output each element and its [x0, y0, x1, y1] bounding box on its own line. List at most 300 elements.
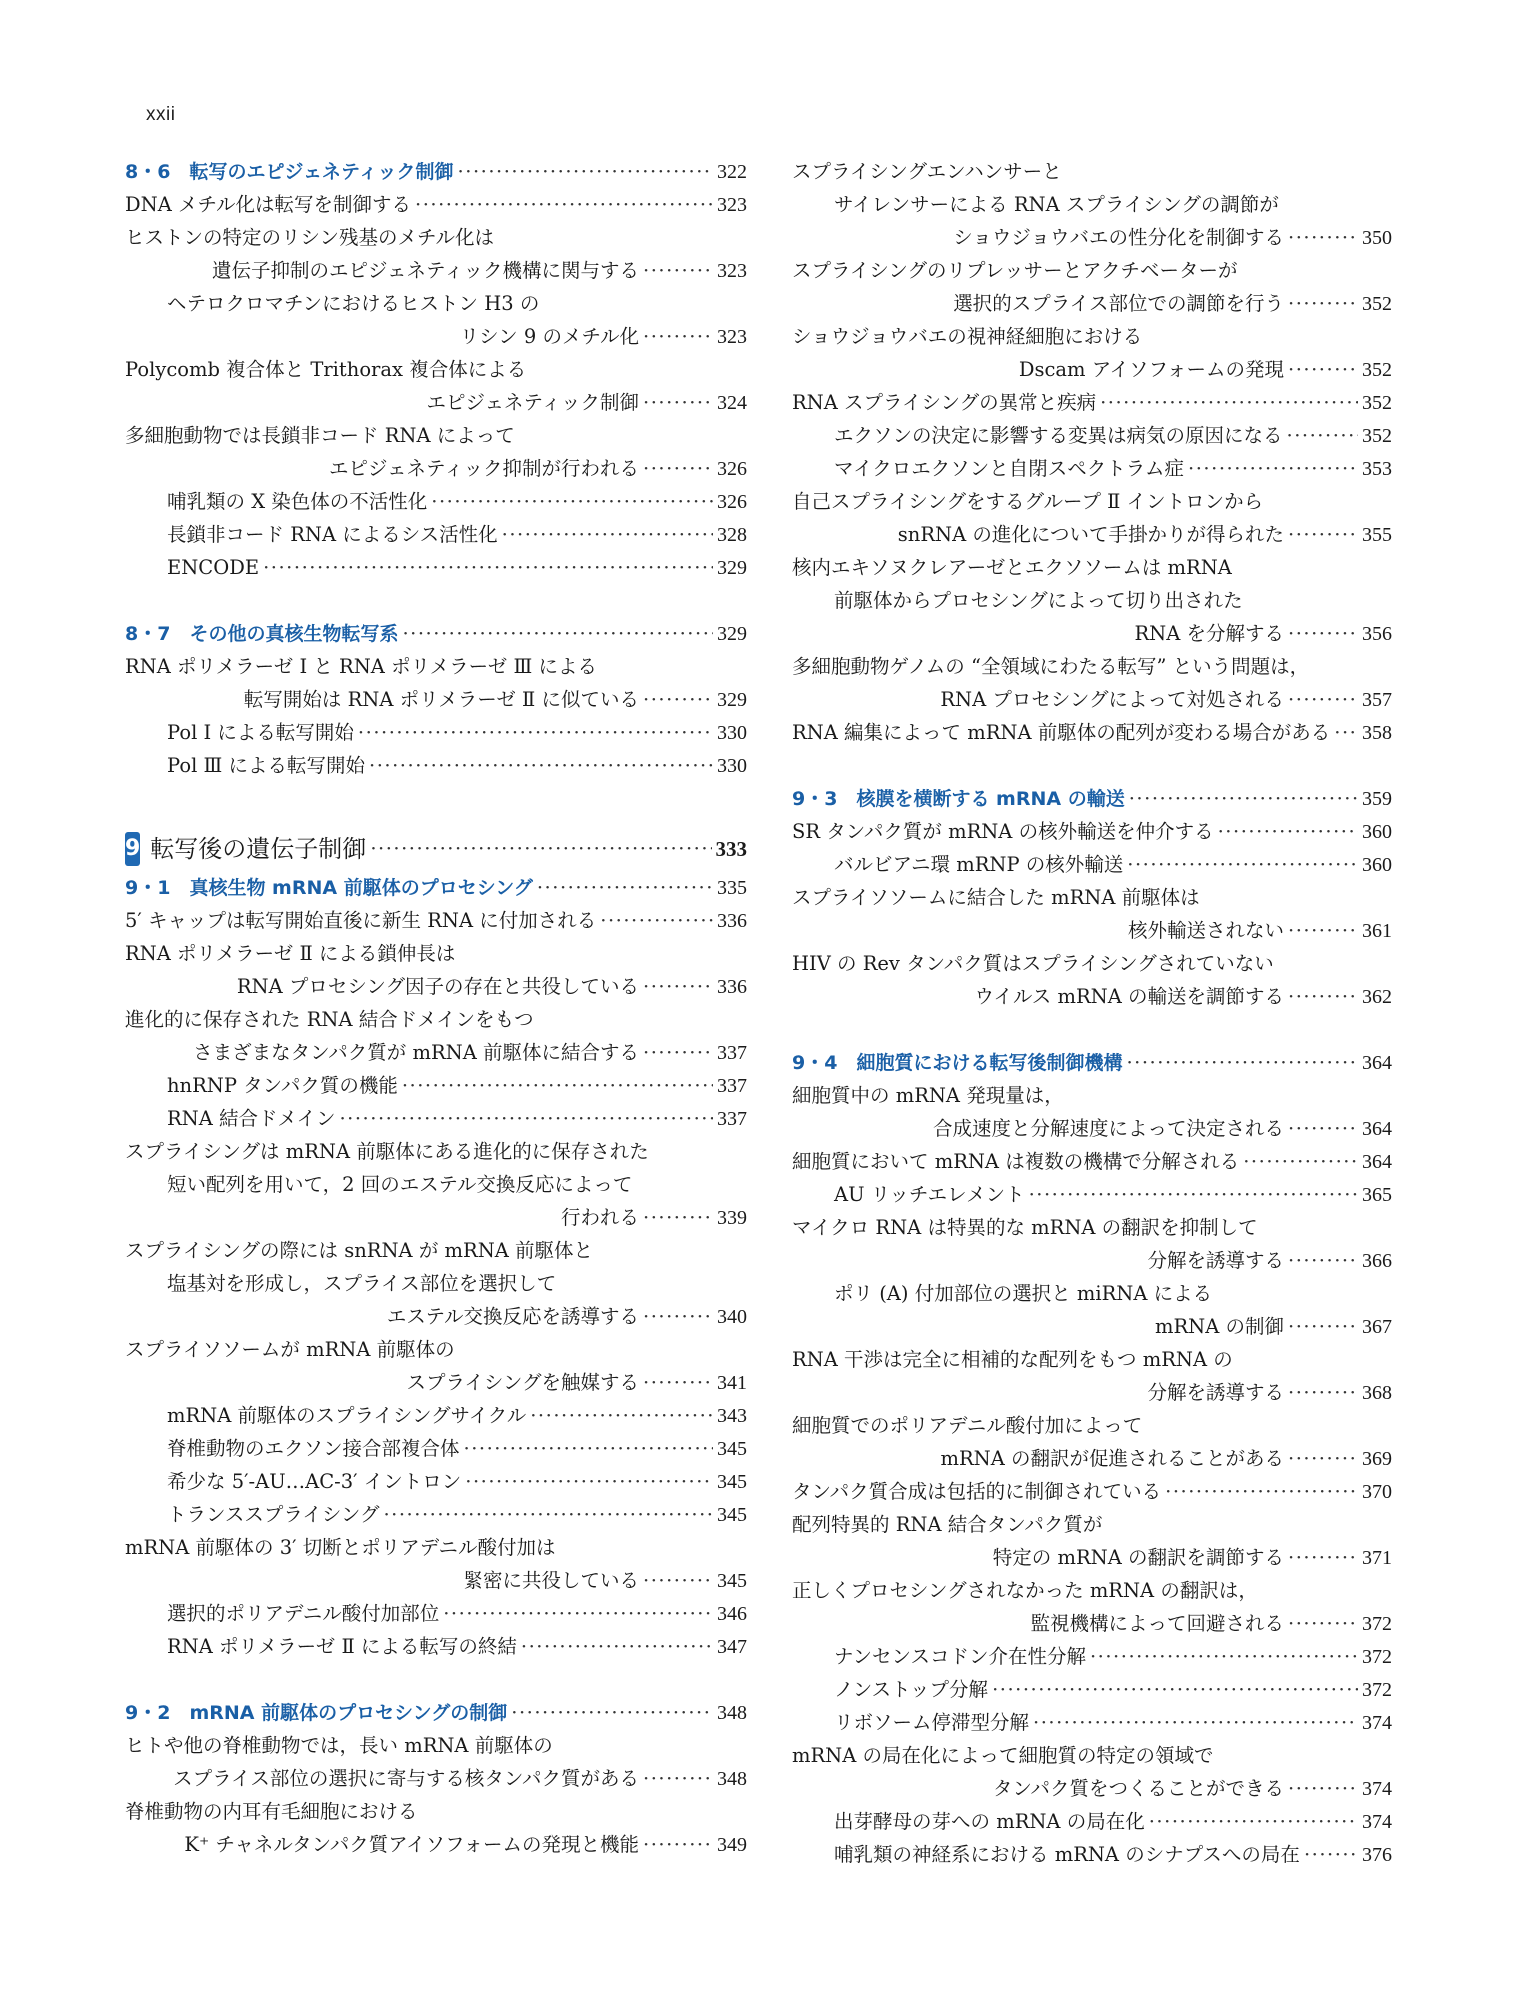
- toc-entry-title: 分解を誘導する: [1147, 1381, 1284, 1404]
- toc-entry-title: 合成速度と分解速度によって決定される: [932, 1117, 1284, 1140]
- toc-page-number: 339: [717, 1207, 747, 1229]
- spacer: [125, 1663, 747, 1696]
- toc-page-number: 346: [717, 1603, 747, 1625]
- dot-leader: [521, 1630, 713, 1663]
- toc-entry-title: 9・3 核膜を横断する mRNA の輸送: [792, 788, 1125, 810]
- dot-leader: [1288, 1376, 1358, 1409]
- toc-page-number: 329: [717, 557, 747, 579]
- toc-entry-title: RNA プロセシング因子の存在と共役している: [236, 975, 639, 998]
- toc-page-number: 370: [1362, 1481, 1392, 1503]
- toc-entry-title: エクソンの決定に影響する変異は病気の原因になる: [834, 424, 1283, 447]
- toc-entry-title: 行われる: [560, 1206, 639, 1229]
- dot-leader: [643, 320, 713, 353]
- toc-entry-title: リボソーム停滞型分解: [834, 1711, 1030, 1734]
- toc-entry: [125, 386, 747, 419]
- dot-leader: [1029, 1178, 1358, 1211]
- spacer: [125, 584, 747, 617]
- dot-leader: [643, 1201, 713, 1234]
- toc-entry: [125, 1201, 747, 1234]
- toc-page-number: 326: [717, 458, 747, 480]
- toc-entry: [792, 1640, 1392, 1673]
- spacer: [792, 749, 1392, 782]
- dot-leader: [1288, 1772, 1358, 1805]
- toc-entry-title: DNA メチル化は転写を制御する: [125, 193, 412, 216]
- dot-leader: [537, 871, 713, 904]
- toc-entry-title: タンパク質をつくることができる: [992, 1777, 1284, 1800]
- toc-entry-title: RNA 結合ドメイン: [167, 1107, 336, 1130]
- toc-page-number: 368: [1362, 1382, 1392, 1404]
- toc-entry: [125, 452, 747, 485]
- toc-entry-title: snRNA の進化について手掛かりが得られた: [897, 523, 1284, 546]
- toc-entry-title: 分解を誘導する: [1147, 1249, 1284, 1272]
- toc-entry-title: エピジェネティック抑制が行われる: [328, 457, 639, 480]
- toc-entry: [792, 815, 1392, 848]
- dot-leader: [1288, 287, 1358, 320]
- dot-leader: [1288, 1310, 1358, 1343]
- toc-page-number: 352: [1362, 293, 1392, 315]
- dot-leader: [1165, 1475, 1358, 1508]
- toc-page-number: 323: [717, 326, 747, 348]
- toc-page-number: 348: [717, 1702, 747, 1724]
- toc-entry-line: RNA ポリメラーゼ I と RNA ポリメラーゼ Ⅲ による: [125, 655, 597, 678]
- toc-entry-title: タンパク質合成は包括的に制御されている: [792, 1480, 1162, 1503]
- dot-leader: [339, 1102, 713, 1135]
- dot-leader: [1288, 683, 1358, 716]
- dot-leader: [1288, 1244, 1358, 1277]
- toc-entry-title: Pol I による転写開始: [167, 721, 354, 744]
- dot-leader: [1288, 980, 1358, 1013]
- toc-entry-title: 哺乳類の X 染色体の不活性化: [167, 490, 428, 513]
- toc-section-heading: [792, 1046, 1392, 1079]
- dot-leader: [1288, 221, 1358, 254]
- toc-entry: [792, 419, 1392, 452]
- dot-leader: [1129, 782, 1358, 815]
- toc-entry-title: スプライス部位の選択に寄与する核タンパク質がある: [173, 1767, 639, 1790]
- toc-entry-title: K⁺ チャネルタンパク質アイソフォームの発現と機能: [184, 1833, 639, 1856]
- toc-page-number: 330: [717, 722, 747, 744]
- toc-entry-line: 進化的に保存された RNA 結合ドメインをもつ: [125, 1008, 534, 1031]
- toc-page-number: 345: [717, 1471, 747, 1493]
- toc-entry: [792, 1442, 1392, 1475]
- toc-page-number: 357: [1362, 689, 1392, 711]
- toc-entry: [125, 518, 747, 551]
- dot-leader: [370, 827, 711, 871]
- toc-entry-line: スプライシングエンハンサーと: [792, 160, 1062, 183]
- dot-leader: [443, 1597, 713, 1630]
- toc-page-number: 365: [1362, 1184, 1392, 1206]
- dot-leader: [643, 452, 713, 485]
- toc-entry: [125, 1366, 747, 1399]
- dot-leader: [1218, 815, 1358, 848]
- toc-page-number: 323: [717, 194, 747, 216]
- dot-leader: [643, 1564, 713, 1597]
- toc-entry: [125, 1102, 747, 1135]
- dot-leader: [402, 1069, 713, 1102]
- toc-section-heading: [125, 617, 747, 650]
- toc-entry: [125, 188, 747, 221]
- toc-entry-title: エピジェネティック制御: [426, 391, 639, 414]
- toc-page-number: 329: [717, 623, 747, 645]
- toc-entry-line: スプライソソームに結合した mRNA 前駆体は: [792, 886, 1200, 909]
- dot-leader: [643, 386, 713, 419]
- toc-entry-line: ヒストンの特定のリシン残基のメチル化は: [125, 226, 495, 249]
- toc-entry: [792, 1178, 1392, 1211]
- toc-entry-title: 哺乳類の神経系における mRNA のシナプスへの局在: [834, 1843, 1300, 1866]
- chapter-number-badge: 9: [125, 832, 140, 866]
- dot-leader: [1304, 1838, 1358, 1871]
- toc-entry-line: 短い配列を用いて，2 回のエステル交換反応によって: [167, 1173, 633, 1196]
- toc-page-number: 345: [717, 1438, 747, 1460]
- dot-leader: [358, 716, 713, 749]
- toc-entry: [792, 980, 1392, 1013]
- toc-entry-line: スプライソソームが mRNA 前駆体の: [125, 1338, 455, 1361]
- toc-page-number: 330: [717, 755, 747, 777]
- dot-leader: [1288, 617, 1358, 650]
- dot-leader: [643, 1036, 713, 1069]
- toc-entry-line: ポリ (A) 付加部位の選択と miRNA による: [834, 1282, 1213, 1305]
- toc-entry-title: ショウジョウバエの性分化を制御する: [953, 226, 1284, 249]
- toc-page-number: 336: [717, 910, 747, 932]
- toc-entry: [792, 1145, 1392, 1178]
- toc-entry: [792, 1475, 1392, 1508]
- toc-page-number: 337: [717, 1042, 747, 1064]
- toc-entry: [792, 353, 1392, 386]
- toc-entry-line: サイレンサーによる RNA スプライシングの調節が: [834, 193, 1279, 216]
- toc-page-number: 372: [1362, 1679, 1392, 1701]
- toc-entry-line: RNA 干渉は完全に相補的な配列をもつ mRNA の: [792, 1348, 1233, 1371]
- toc-entry: [125, 1828, 747, 1861]
- toc-entry: [792, 914, 1392, 947]
- toc-entry-title: 緊密に共役している: [463, 1569, 639, 1592]
- toc-page-number: 369: [1362, 1448, 1392, 1470]
- toc-page-number: 323: [717, 260, 747, 282]
- toc-section-heading: [125, 871, 747, 904]
- toc-entry: [125, 485, 747, 518]
- toc-page-number: 343: [717, 1405, 747, 1427]
- toc-entry-title: ウイルス mRNA の輸送を調節する: [974, 985, 1284, 1008]
- toc-entry: [792, 1805, 1392, 1838]
- toc-entry-title: 9・2 mRNA 前駆体のプロセシングの制御: [125, 1702, 508, 1724]
- toc-page-number: 349: [717, 1834, 747, 1856]
- toc-page-number: 352: [1362, 425, 1392, 447]
- toc-entry-title: 5′ キャップは転写開始直後に新生 RNA に付加される: [125, 909, 597, 932]
- dot-leader: [263, 551, 713, 584]
- toc-entry-title: 選択的ポリアデニル酸付加部位: [167, 1602, 440, 1625]
- toc-page-number: 337: [717, 1108, 747, 1130]
- dot-leader: [369, 749, 713, 782]
- dot-leader: [992, 1673, 1358, 1706]
- dot-leader: [1149, 1805, 1358, 1838]
- toc-page-number: 374: [1362, 1778, 1392, 1800]
- toc-entry-title: エステル交換反応を誘導する: [386, 1305, 639, 1328]
- toc-entry-line: RNA ポリメラーゼ Ⅱ による鎖伸長は: [125, 942, 456, 965]
- dot-leader: [1287, 419, 1358, 452]
- toc-entry-line: 配列特異的 RNA 結合タンパク質が: [792, 1513, 1103, 1536]
- toc-entry-line: mRNA 前駆体の 3′ 切断とポリアデニル酸付加は: [125, 1536, 556, 1559]
- dot-leader: [643, 1828, 713, 1861]
- toc-entry: [792, 1706, 1392, 1739]
- toc-entry-line: 細胞質でのポリアデニル酸付加によって: [792, 1414, 1143, 1437]
- toc-entry-title: RNA 編集によって mRNA 前駆体の配列が変わる場合がある: [792, 721, 1331, 744]
- toc-entry-title: リシン 9 のメチル化: [459, 325, 639, 348]
- dot-leader: [643, 254, 713, 287]
- toc-entry-title: mRNA の翻訳が促進されることがある: [940, 1447, 1284, 1470]
- toc-entry: [125, 1300, 747, 1333]
- dot-leader: [1126, 1046, 1358, 1079]
- toc-entry-title: 8・6 転写のエピジェネティック制御: [125, 161, 454, 183]
- toc-page-number: 360: [1362, 854, 1392, 876]
- toc-entry-title: 8・7 その他の真核生物転写系: [125, 623, 399, 645]
- toc-page-number: 374: [1362, 1811, 1392, 1833]
- toc-entry: [125, 254, 747, 287]
- toc-entry-title: バルビアニ環 mRNP の核外輸送: [834, 853, 1124, 876]
- toc-entry: [125, 904, 747, 937]
- dot-leader: [1188, 452, 1358, 485]
- toc-page-number: 341: [717, 1372, 747, 1394]
- toc-entry: [125, 683, 747, 716]
- toc-page-number: 362: [1362, 986, 1392, 1008]
- toc-page-number: 372: [1362, 1646, 1392, 1668]
- toc-page-number: 337: [717, 1075, 747, 1097]
- dot-leader: [1288, 1607, 1358, 1640]
- toc-entry: [125, 716, 747, 749]
- toc-page-number: 372: [1362, 1613, 1392, 1635]
- toc-page-number: 358: [1362, 722, 1392, 744]
- toc-page-number: 336: [717, 976, 747, 998]
- toc-chapter-heading: [125, 827, 747, 871]
- toc-entry-title: hnRNP タンパク質の機能: [167, 1074, 398, 1097]
- toc-page-number: 350: [1362, 227, 1392, 249]
- toc-entry-title: mRNA の制御: [1154, 1315, 1284, 1338]
- toc-entry: [125, 1465, 747, 1498]
- toc-entry-line: スプライシングは mRNA 前駆体にある進化的に保存された: [125, 1140, 649, 1163]
- toc-entry-title: 特定の mRNA の翻訳を調節する: [992, 1546, 1284, 1569]
- toc-entry: [792, 716, 1392, 749]
- toc-entry: [792, 452, 1392, 485]
- toc-entry-line: 前駆体からプロセシングによって切り出された: [834, 589, 1243, 612]
- toc-entry-title: 脊椎動物のエクソン接合部複合体: [167, 1437, 460, 1460]
- toc-entry-title: 9・1 真核生物 mRNA 前駆体のプロセシング: [125, 877, 533, 899]
- dot-leader: [530, 1399, 713, 1432]
- toc-entry-line: ショウジョウバエの視神経細胞における: [792, 325, 1143, 348]
- toc-entry: [125, 551, 747, 584]
- toc-page-number: 340: [717, 1306, 747, 1328]
- toc-entry: [125, 1630, 747, 1663]
- toc-page-number: 353: [1362, 458, 1392, 480]
- toc-page-number: 366: [1362, 1250, 1392, 1272]
- dot-leader: [643, 1300, 713, 1333]
- toc-entry-title: RNA ポリメラーゼ Ⅱ による転写の終結: [167, 1635, 517, 1658]
- toc-entry-title: AU リッチエレメント: [834, 1183, 1025, 1206]
- dot-leader: [1288, 1541, 1358, 1574]
- toc-page-number: 322: [717, 161, 747, 183]
- dot-leader: [1334, 716, 1358, 749]
- toc-page-number: 326: [717, 491, 747, 513]
- toc-page-number: 359: [1362, 788, 1392, 810]
- toc-entry: [792, 386, 1392, 419]
- toc-entry-title: 細胞質において mRNA は複数の機構で分解される: [792, 1150, 1240, 1173]
- toc-entry-line: 自己スプライシングをするグループ Ⅱ イントロンから: [792, 490, 1264, 513]
- toc-entry-title: 核外輸送されない: [1127, 919, 1284, 942]
- dot-leader: [415, 188, 713, 221]
- toc-entry-title: Pol Ⅲ による転写開始: [167, 754, 366, 777]
- toc-entry-title: 選択的スプライス部位での調節を行う: [953, 292, 1284, 315]
- dot-leader: [1033, 1706, 1358, 1739]
- toc-page-number: 329: [717, 689, 747, 711]
- toc-page-number: 328: [717, 524, 747, 546]
- toc-page-number: 333: [715, 837, 747, 861]
- toc-entry-line: 核内エキソヌクレアーゼとエクソソームは mRNA: [792, 556, 1232, 579]
- toc-page-number: 374: [1362, 1712, 1392, 1734]
- spacer: [792, 1013, 1392, 1046]
- dot-leader: [464, 1432, 713, 1465]
- dot-leader: [1127, 848, 1358, 881]
- dot-leader: [383, 1498, 713, 1531]
- toc-entry-title: 監視機構によって回避される: [1030, 1612, 1284, 1635]
- toc-entry-line: 細胞質中の mRNA 発現量は，: [792, 1084, 1064, 1107]
- toc-entry-line: スプライシングの際には snRNA が mRNA 前駆体と: [125, 1239, 594, 1262]
- toc-entry-title: 希少な 5′-AU…AC-3′ イントロン: [167, 1470, 462, 1493]
- dot-leader: [502, 518, 713, 551]
- toc-entry-title: RNA スプライシングの異常と疾病: [792, 391, 1097, 414]
- toc-entry-title: トランススプライシング: [167, 1503, 380, 1526]
- toc-page-number: 347: [717, 1636, 747, 1658]
- toc-page-number: 371: [1362, 1547, 1392, 1569]
- toc-page-number: 348: [717, 1768, 747, 1790]
- toc-entry-line: 多細胞動物では長鎖非コード RNA によって: [125, 424, 515, 447]
- toc-page-number: 345: [717, 1570, 747, 1592]
- toc-section-heading: [792, 782, 1392, 815]
- toc-entry: [792, 1607, 1392, 1640]
- dot-leader: [643, 970, 713, 1003]
- toc-page-number: 352: [1362, 392, 1392, 414]
- toc-entry-title: 長鎖非コード RNA によるシス活性化: [167, 523, 498, 546]
- dot-leader: [458, 155, 713, 188]
- toc-entry: [125, 1498, 747, 1531]
- toc-entry: [125, 320, 747, 353]
- toc-entry-title: スプライシングを触媒する: [406, 1371, 639, 1394]
- dot-leader: [511, 1696, 713, 1729]
- toc-page-number: 364: [1362, 1052, 1392, 1074]
- toc-entry: [792, 287, 1392, 320]
- dot-leader: [1288, 353, 1358, 386]
- toc-entry: [125, 749, 747, 782]
- toc-page-number: 356: [1362, 623, 1392, 645]
- toc-entry-line: マイクロ RNA は特異的な mRNA の翻訳を抑制して: [792, 1216, 1258, 1239]
- toc-page-number: 324: [717, 392, 747, 414]
- toc-page-number: 361: [1362, 920, 1392, 942]
- toc-entry: [125, 1069, 747, 1102]
- toc-entry-title: ノンストップ分解: [834, 1678, 989, 1701]
- toc-entry-title: RNA を分解する: [1134, 622, 1284, 645]
- dot-leader: [643, 1762, 713, 1795]
- toc-section-heading: [125, 1696, 747, 1729]
- toc-page-number: 360: [1362, 821, 1392, 843]
- toc-entry: [792, 1112, 1392, 1145]
- toc-page-number: 364: [1362, 1151, 1392, 1173]
- dot-leader: [1288, 1112, 1358, 1145]
- toc-entry-title: 遺伝子抑制のエピジェネティック機構に関与する: [211, 259, 639, 282]
- toc-entry: [125, 1762, 747, 1795]
- toc-entry: [792, 1310, 1392, 1343]
- toc-entry-line: mRNA の局在化によって細胞質の特定の領域で: [792, 1744, 1214, 1767]
- dot-leader: [600, 904, 713, 937]
- toc-entry-line: ヘテロクロマチンにおけるヒストン H3 の: [167, 292, 540, 315]
- toc-entry-line: 正しくプロセシングされなかった mRNA の翻訳は，: [792, 1579, 1258, 1602]
- spacer: [125, 782, 747, 815]
- toc-entry-line: Polycomb 複合体と Trithorax 複合体による: [125, 358, 527, 381]
- toc-page-number: 364: [1362, 1118, 1392, 1140]
- dot-leader: [1100, 386, 1358, 419]
- toc-entry-title: さまざまなタンパク質が mRNA 前駆体に結合する: [193, 1041, 639, 1064]
- toc-entry: [792, 1772, 1392, 1805]
- dot-leader: [1288, 518, 1358, 551]
- toc-entry: [792, 617, 1392, 650]
- toc-entry-title: RNA プロセシングによって対処される: [940, 688, 1284, 711]
- toc-entry-line: スプライシングのリプレッサーとアクチベーターが: [792, 259, 1238, 282]
- toc-entry: [792, 1838, 1392, 1871]
- toc-entry: [125, 1597, 747, 1630]
- dot-leader: [431, 485, 713, 518]
- toc-entry: [792, 848, 1392, 881]
- toc-page-number: 355: [1362, 524, 1392, 546]
- toc-entry: [125, 1564, 747, 1597]
- toc-page-number: 335: [717, 877, 747, 899]
- toc-entry: [792, 1541, 1392, 1574]
- toc-entry: [125, 970, 747, 1003]
- toc-entry-title: 転写後の遺伝子制御: [150, 835, 367, 863]
- toc-page-number: 352: [1362, 359, 1392, 381]
- toc-entry-title: SR タンパク質が mRNA の核外輸送を仲介する: [792, 820, 1214, 843]
- toc-entry: [792, 683, 1392, 716]
- toc-page-number: 345: [717, 1504, 747, 1526]
- toc-page-number: 367: [1362, 1316, 1392, 1338]
- toc-column-left: [125, 155, 747, 1861]
- toc-entry: [792, 221, 1392, 254]
- dot-leader: [643, 1366, 713, 1399]
- dot-leader: [1090, 1640, 1358, 1673]
- toc-entry-title: マイクロエクソンと自閉スペクトラム症: [834, 457, 1185, 480]
- toc-entry-line: HIV の Rev タンパク質はスプライシングされていない: [792, 952, 1274, 975]
- toc-entry-line: 多細胞動物ゲノムの “全領域にわたる転写” という問題は，: [792, 655, 1310, 678]
- toc-entry: [125, 1399, 747, 1432]
- toc-entry: [792, 518, 1392, 551]
- toc-entry-title: ナンセンスコドン介在性分解: [834, 1645, 1086, 1668]
- toc-entry-title: 出芽酵母の芽への mRNA の局在化: [834, 1810, 1145, 1833]
- dot-leader: [402, 617, 713, 650]
- toc-entry-title: mRNA 前駆体のスプライシングサイクル: [167, 1404, 527, 1427]
- toc-entry-line: ヒトや他の脊椎動物では，長い mRNA 前駆体の: [125, 1734, 553, 1757]
- toc-entry: [792, 1244, 1392, 1277]
- toc-entry: [125, 1432, 747, 1465]
- toc-entry: [792, 1673, 1392, 1706]
- dot-leader: [465, 1465, 713, 1498]
- toc-section-heading: [125, 155, 747, 188]
- toc-entry: [792, 1376, 1392, 1409]
- toc-entry: [125, 1036, 747, 1069]
- page-number: xxii: [146, 104, 176, 125]
- toc-entry-title: ENCODE: [167, 556, 260, 579]
- toc-column-right: [792, 155, 1392, 1871]
- toc-page-number: 376: [1362, 1844, 1392, 1866]
- toc-entry-line: 塩基対を形成し，スプライス部位を選択して: [167, 1272, 557, 1295]
- toc-entry-line: 脊椎動物の内耳有毛細胞における: [125, 1800, 418, 1823]
- toc-entry-title: 転写開始は RNA ポリメラーゼ Ⅱ に似ている: [243, 688, 639, 711]
- dot-leader: [1288, 1442, 1358, 1475]
- dot-leader: [1243, 1145, 1358, 1178]
- dot-leader: [1288, 914, 1358, 947]
- dot-leader: [643, 683, 713, 716]
